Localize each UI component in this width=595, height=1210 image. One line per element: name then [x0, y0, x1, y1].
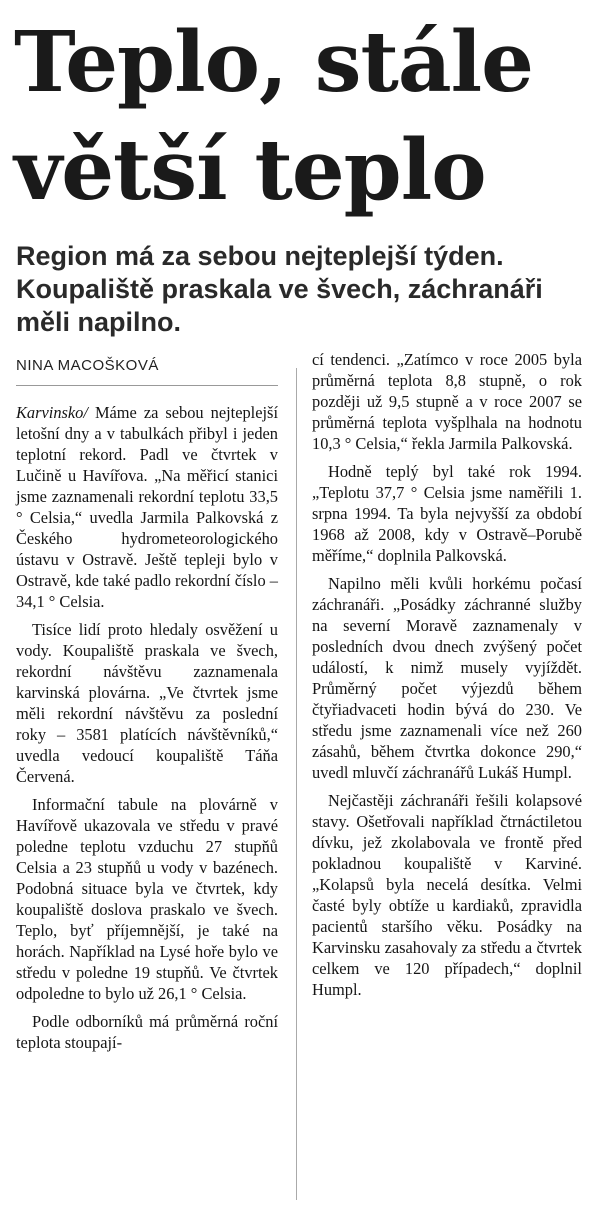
author-byline: NINA MACOŠKOVÁ	[16, 357, 159, 374]
right-paragraph-4: Nejčastěji záchranáři řešili kolapsové stavy. Ošetřovali například čtrnáctiletou dívku, jež zkolabovala ve frontě před pokladnou koupaliště v Karviné. „Kolapsů byla necelá desítka. Velmi časté byly obtíže u kardiaků, zpravidla pacientů staršího věku. Posádky na Karvinsku zasahovaly za středu a čtvrtek celkem ve 120 případech,“ doplnil Humpl.	[312, 791, 582, 999]
left-paragraph-2: Tisíce lidí proto hledaly osvěžení u vody. Koupaliště praskala ve švech, rekordní návštěvu zaznamenala karvinská plovárna. „Ve čtvrtek jsme měli rekordní návštěvu za poslední roky – 3581 platících návštěvníků,“ uvedla vedoucí koupaliště Táňa Červená.	[16, 620, 278, 786]
column-divider	[296, 368, 297, 1200]
right-paragraph-2: Hodně teplý byl také rok 1994. „Teplotu 37,7 ° Celsia jsme naměřili 1. srpna 1994. Ta byla nejvyšší za období 1968 až 2008, kdy v Ostravě–Porubě měříme,“ doplnila Palkovská.	[312, 462, 582, 565]
left-paragraph-1-text: Máme za sebou nejteplejší letošní dny a v tabulkách přibyl i jeden teplotní rekord. Padl ve čtvrtek v Lučině u Havířova. „Na měřicí stanici jsme zaznamenali rekordní teplotu 33,5 ° Celsia,“ uvedla Jarmila Palkovská z Českého hydrometeorologického ústavu v Ostravě. Ještě tepleji bylo v Ostravě, kde také padlo rekordní číslo – 34,1 ° Celsia.	[16, 403, 278, 611]
left-paragraph-3: Informační tabule na plovárně v Havířově ukazovala ve středu v pravé poledne teplotu vzduchu 27 stupňů Celsia a 23 stupňů u vody v bazénech. Podobná situace byla ve čtvrtek, kdy koupaliště doslova praskalo ve švech. Teplo, byť příjemnější, je také na horách. Například na Lysé hoře bylo ve středu v poledne 19 stupňů. Ve čtvrtek odpoledne to bylo už 26,1 ° Celsia.	[16, 795, 278, 1003]
right-paragraph-3: Napilno měli kvůli horkému počasí záchranáři. „Posádky záchranné služby na severní Moravě zaznamenaly v posledních dvou dnech zvýšený počet událostí, k nimž musely vyjíždět. Průměrný počet výjezdů během čtyřiadvaceti hodin bývá do 230. Ve středu jsme zaznamenali více než 260 zásahů, během čtvrtka dokonce 290,“ uvedl mluvčí záchranářů Lukáš Humpl.	[312, 574, 582, 782]
left-column	[16, 402, 278, 1060]
byline-divider	[16, 385, 278, 386]
article-headline	[14, 8, 589, 224]
subheadline-line-2: Koupaliště praskala ve švech, záchranáři	[16, 274, 543, 304]
dateline-place: Karvinsko/	[16, 403, 88, 422]
right-column	[312, 349, 582, 1007]
article-subheadline	[16, 240, 586, 339]
right-paragraph-1: cí tendenci. „Zatímco v roce 2005 byla průměrná teplota 8,8 stupně, o rok později už 9,5 stupně a v roce 2007 se průměrná teplota vyšplhala na hodnotu 10,3 ° Celsia,“ řekla Jarmila Palkovská.	[312, 350, 582, 453]
headline-line-1: Teplo, stále	[14, 13, 533, 111]
headline-line-2: větší teplo	[14, 121, 486, 219]
subheadline-line-1: Region má za sebou nejteplejší týden.	[16, 241, 504, 271]
left-paragraph-1	[16, 402, 278, 612]
subheadline-line-3: měli napilno.	[16, 307, 182, 337]
left-paragraph-4: Podle odborníků má průměrná roční teplota stoupají-	[16, 1012, 278, 1052]
